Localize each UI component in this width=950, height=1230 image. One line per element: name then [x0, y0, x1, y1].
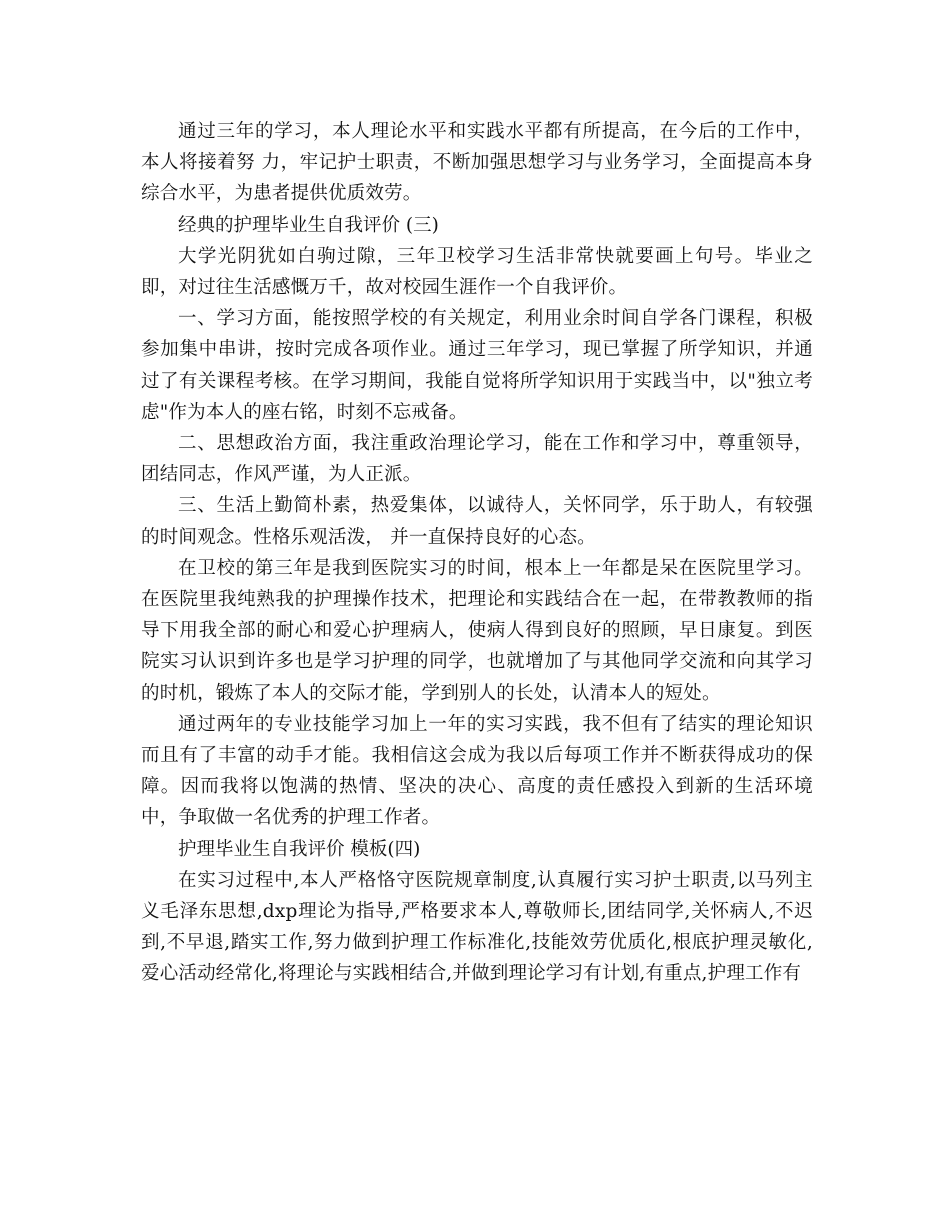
- paragraph-study: 一、学习方面，能按照学校的有关规定，利用业余时间自学各门课程，积极参加集中串讲，按时完成各项作业。通过三年学习，现已掌握了所学知识，并通过了有关课程考核。在学习期间，我能自觉将所学知识用于实践当中，以"独立考虑"作为本人的座右铭，时刻不忘戒备。: [141, 308, 813, 423]
- document-body: [141, 116, 813, 990]
- paragraph-intro: 大学光阴犹如白驹过隙，三年卫校学习生活非常快就要画上句号。毕业之即，对过往生活感慨万千，故对校园生涯作一个自我评价。: [141, 245, 813, 299]
- paragraph-politics: 二、思想政治方面，我注重政治理论学习，能在工作和学习中，尊重领导，团结同志，作风严谨，为人正派。: [141, 433, 813, 486]
- section-heading-four: 护理毕业生自我评价 模板(四): [178, 838, 421, 860]
- paragraph-internship: 在卫校的第三年是我到医院实习的时间，根本上一年都是呆在医院里学习。在医院里我纯熟我的护理操作技术，把理论和实践结合在一起，在带教教师的指导下用我全部的耐心和爱心护理病人，使病人得到良好的照顾，早日康复。到医院实习认识到许多也是学习护理的同学，也就增加了与其他同学交流和向其学习的时机，锻炼了本人的交际才能，学到别人的长处，认清本人的短处。: [141, 557, 813, 704]
- paragraph-summary: 通过两年的专业技能学习加上一年的实习实践，我不但有了结实的理论知识而且有了丰富的动手才能。我相信这会成为我以后每项工作并不断获得成功的保障。因而我将以饱满的热情、坚决的决心、高度的责任感投入到新的生活环境中，争取做一名优秀的护理工作者。: [141, 713, 813, 829]
- paragraph-practice: 在实习过程中,本人严格恪守医院规章制度,认真履行实习护士职责,以马列主义毛泽东思想,dxp理论为指导,严格要求本人,尊敬师长,团结同学,关怀病人,不迟到,不早退,踏实工作,努力做到护理工作标准化,技能效劳优质化,根底护理灵敏化,爱心活动经常化,将理论与实践相结合,并做到理论学习有计划,有重点,护理工作有: [141, 869, 813, 985]
- paragraph-life: 三、生活上勤简朴素，热爱集体，以诚待人，关怀同学，乐于助人，有较强的时间观念。性格乐观活泼， 并一直保持良好的心态。: [141, 495, 813, 548]
- section-heading-three: 经典的护理毕业生自我评价 (三): [178, 214, 439, 236]
- paragraph-conclusion: 通过三年的学习，本人理论水平和实践水平都有所提高，在今后的工作中，本人将接着努 力，牢记护士职责，不断加强思想学习与业务学习，全面提高本身综合水平，为患者提供优质效劳。: [141, 121, 813, 205]
